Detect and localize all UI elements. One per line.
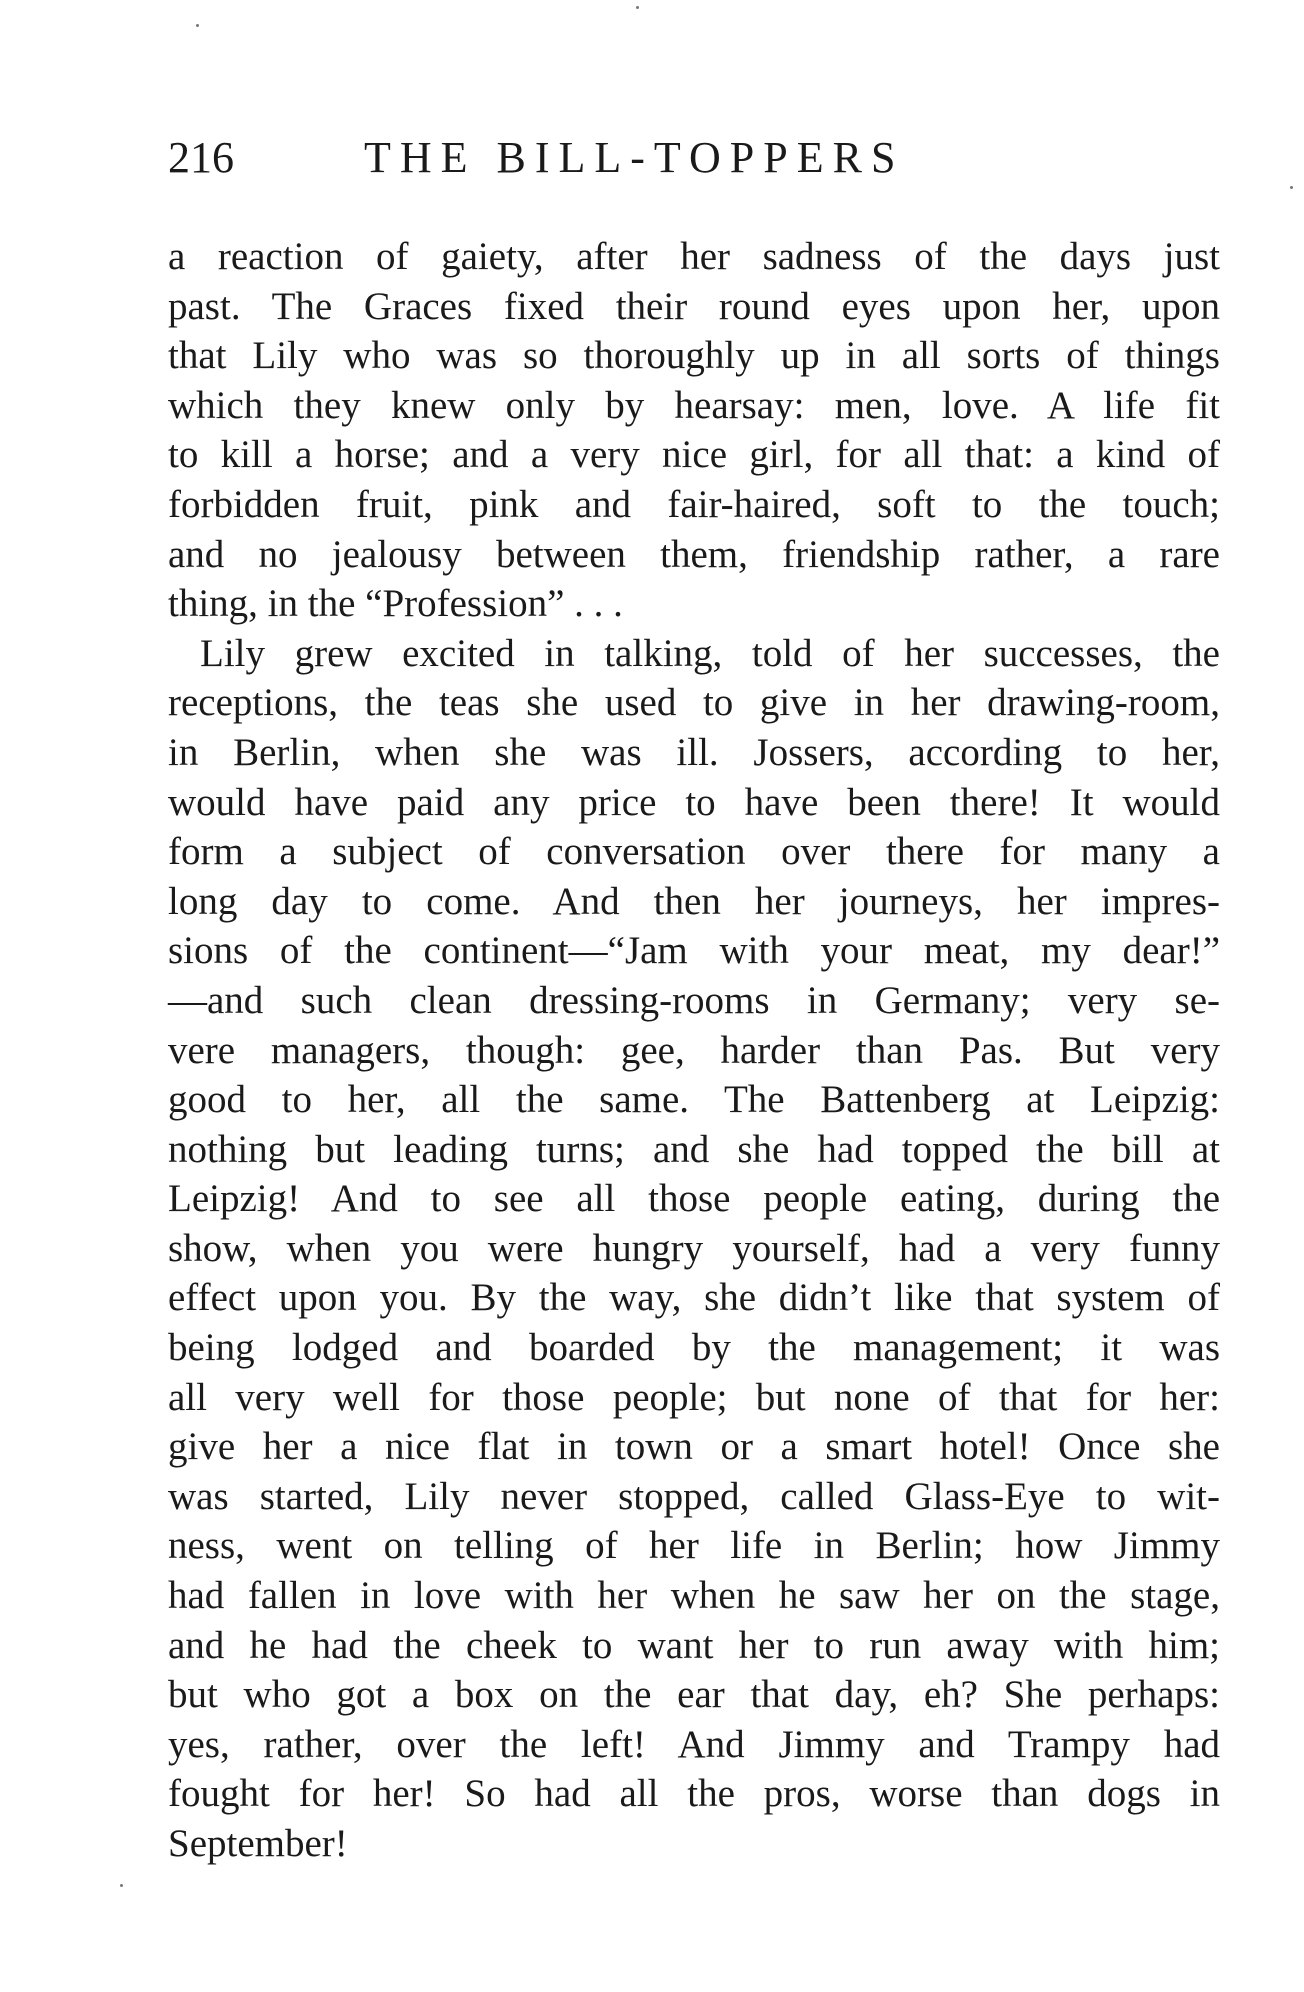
scan-speck: [196, 24, 199, 27]
page-number: 216: [168, 133, 234, 182]
text-line: in Berlin, when she was ill. Jossers, according to her,: [168, 730, 1220, 774]
text-line: show, when you were hungry yourself, had a very funny: [168, 1226, 1220, 1270]
text-line: had fallen in love with her when he saw her on the stage,: [168, 1574, 1220, 1618]
text-line: that Lily who was so thoroughly up in all sorts of things: [168, 334, 1220, 378]
text-line: past. The Graces fixed their round eyes upon her, upon: [168, 284, 1220, 328]
text-line: ness, went on telling of her life in Berlin; how Jimmy: [168, 1524, 1220, 1568]
text-line: Lily grew excited in talking, told of her successes, the: [200, 631, 1220, 675]
text-line: —and such clean dressing-rooms in Germany; very se-: [168, 978, 1220, 1022]
text-line: receptions, the teas she used to give in her drawing-room,: [168, 681, 1220, 725]
text-line: was started, Lily never stopped, called Glass-Eye to wit-: [168, 1474, 1220, 1518]
text-line: vere managers, though: gee, harder than Pas. But very: [168, 1028, 1220, 1072]
scan-speck: [120, 1884, 123, 1887]
text-line: which they knew only by hearsay: men, love. A life fit: [168, 383, 1220, 427]
text-line: long day to come. And then her journeys, her impres-: [168, 879, 1220, 923]
text-line: and no jealousy between them, friendship rather, a rare: [168, 532, 1220, 576]
text-line: nothing but leading turns; and she had topped the bill at: [168, 1127, 1220, 1171]
text-line: effect upon you. By the way, she didn’t like that system of: [168, 1276, 1220, 1320]
text-line: form a subject of conversation over there for many a: [168, 830, 1220, 874]
text-line: give her a nice flat in town or a smart hotel! Once she: [168, 1425, 1220, 1469]
text-line: good to her, all the same. The Battenberg at Leipzig:: [168, 1078, 1220, 1122]
body-text: [168, 232, 1220, 1869]
running-title: THE BILL-TOPPERS: [364, 133, 905, 182]
text-line: being lodged and boarded by the management; it was: [168, 1326, 1220, 1370]
text-line: sions of the continent—“Jam with your meat, my dear!”: [168, 929, 1220, 973]
text-line: and he had the cheek to want her to run away with him;: [168, 1623, 1220, 1667]
text-line: September!: [168, 1822, 348, 1865]
text-line: forbidden fruit, pink and fair-haired, soft to the touch;: [168, 482, 1220, 526]
text-line: but who got a box on the ear that day, eh? She perhaps:: [168, 1673, 1220, 1717]
scan-speck: [1290, 186, 1293, 189]
text-line: would have paid any price to have been there! It would: [168, 780, 1220, 824]
page-header: [168, 128, 1228, 188]
text-line: a reaction of gaiety, after her sadness of the days just: [168, 235, 1220, 278]
text-line: to kill a horse; and a very nice girl, for all that: a kind of: [168, 433, 1220, 477]
text-line: yes, rather, over the left! And Jimmy and Trampy had: [168, 1722, 1220, 1766]
text-line: all very well for those people; but none of that for her:: [168, 1375, 1220, 1419]
text-line: thing, in the “Profession” . . .: [168, 582, 623, 626]
scan-speck: [636, 6, 639, 9]
text-line: Leipzig! And to see all those people eating, during the: [168, 1177, 1220, 1221]
text-line: fought for her! So had all the pros, worse than dogs in: [168, 1772, 1220, 1816]
